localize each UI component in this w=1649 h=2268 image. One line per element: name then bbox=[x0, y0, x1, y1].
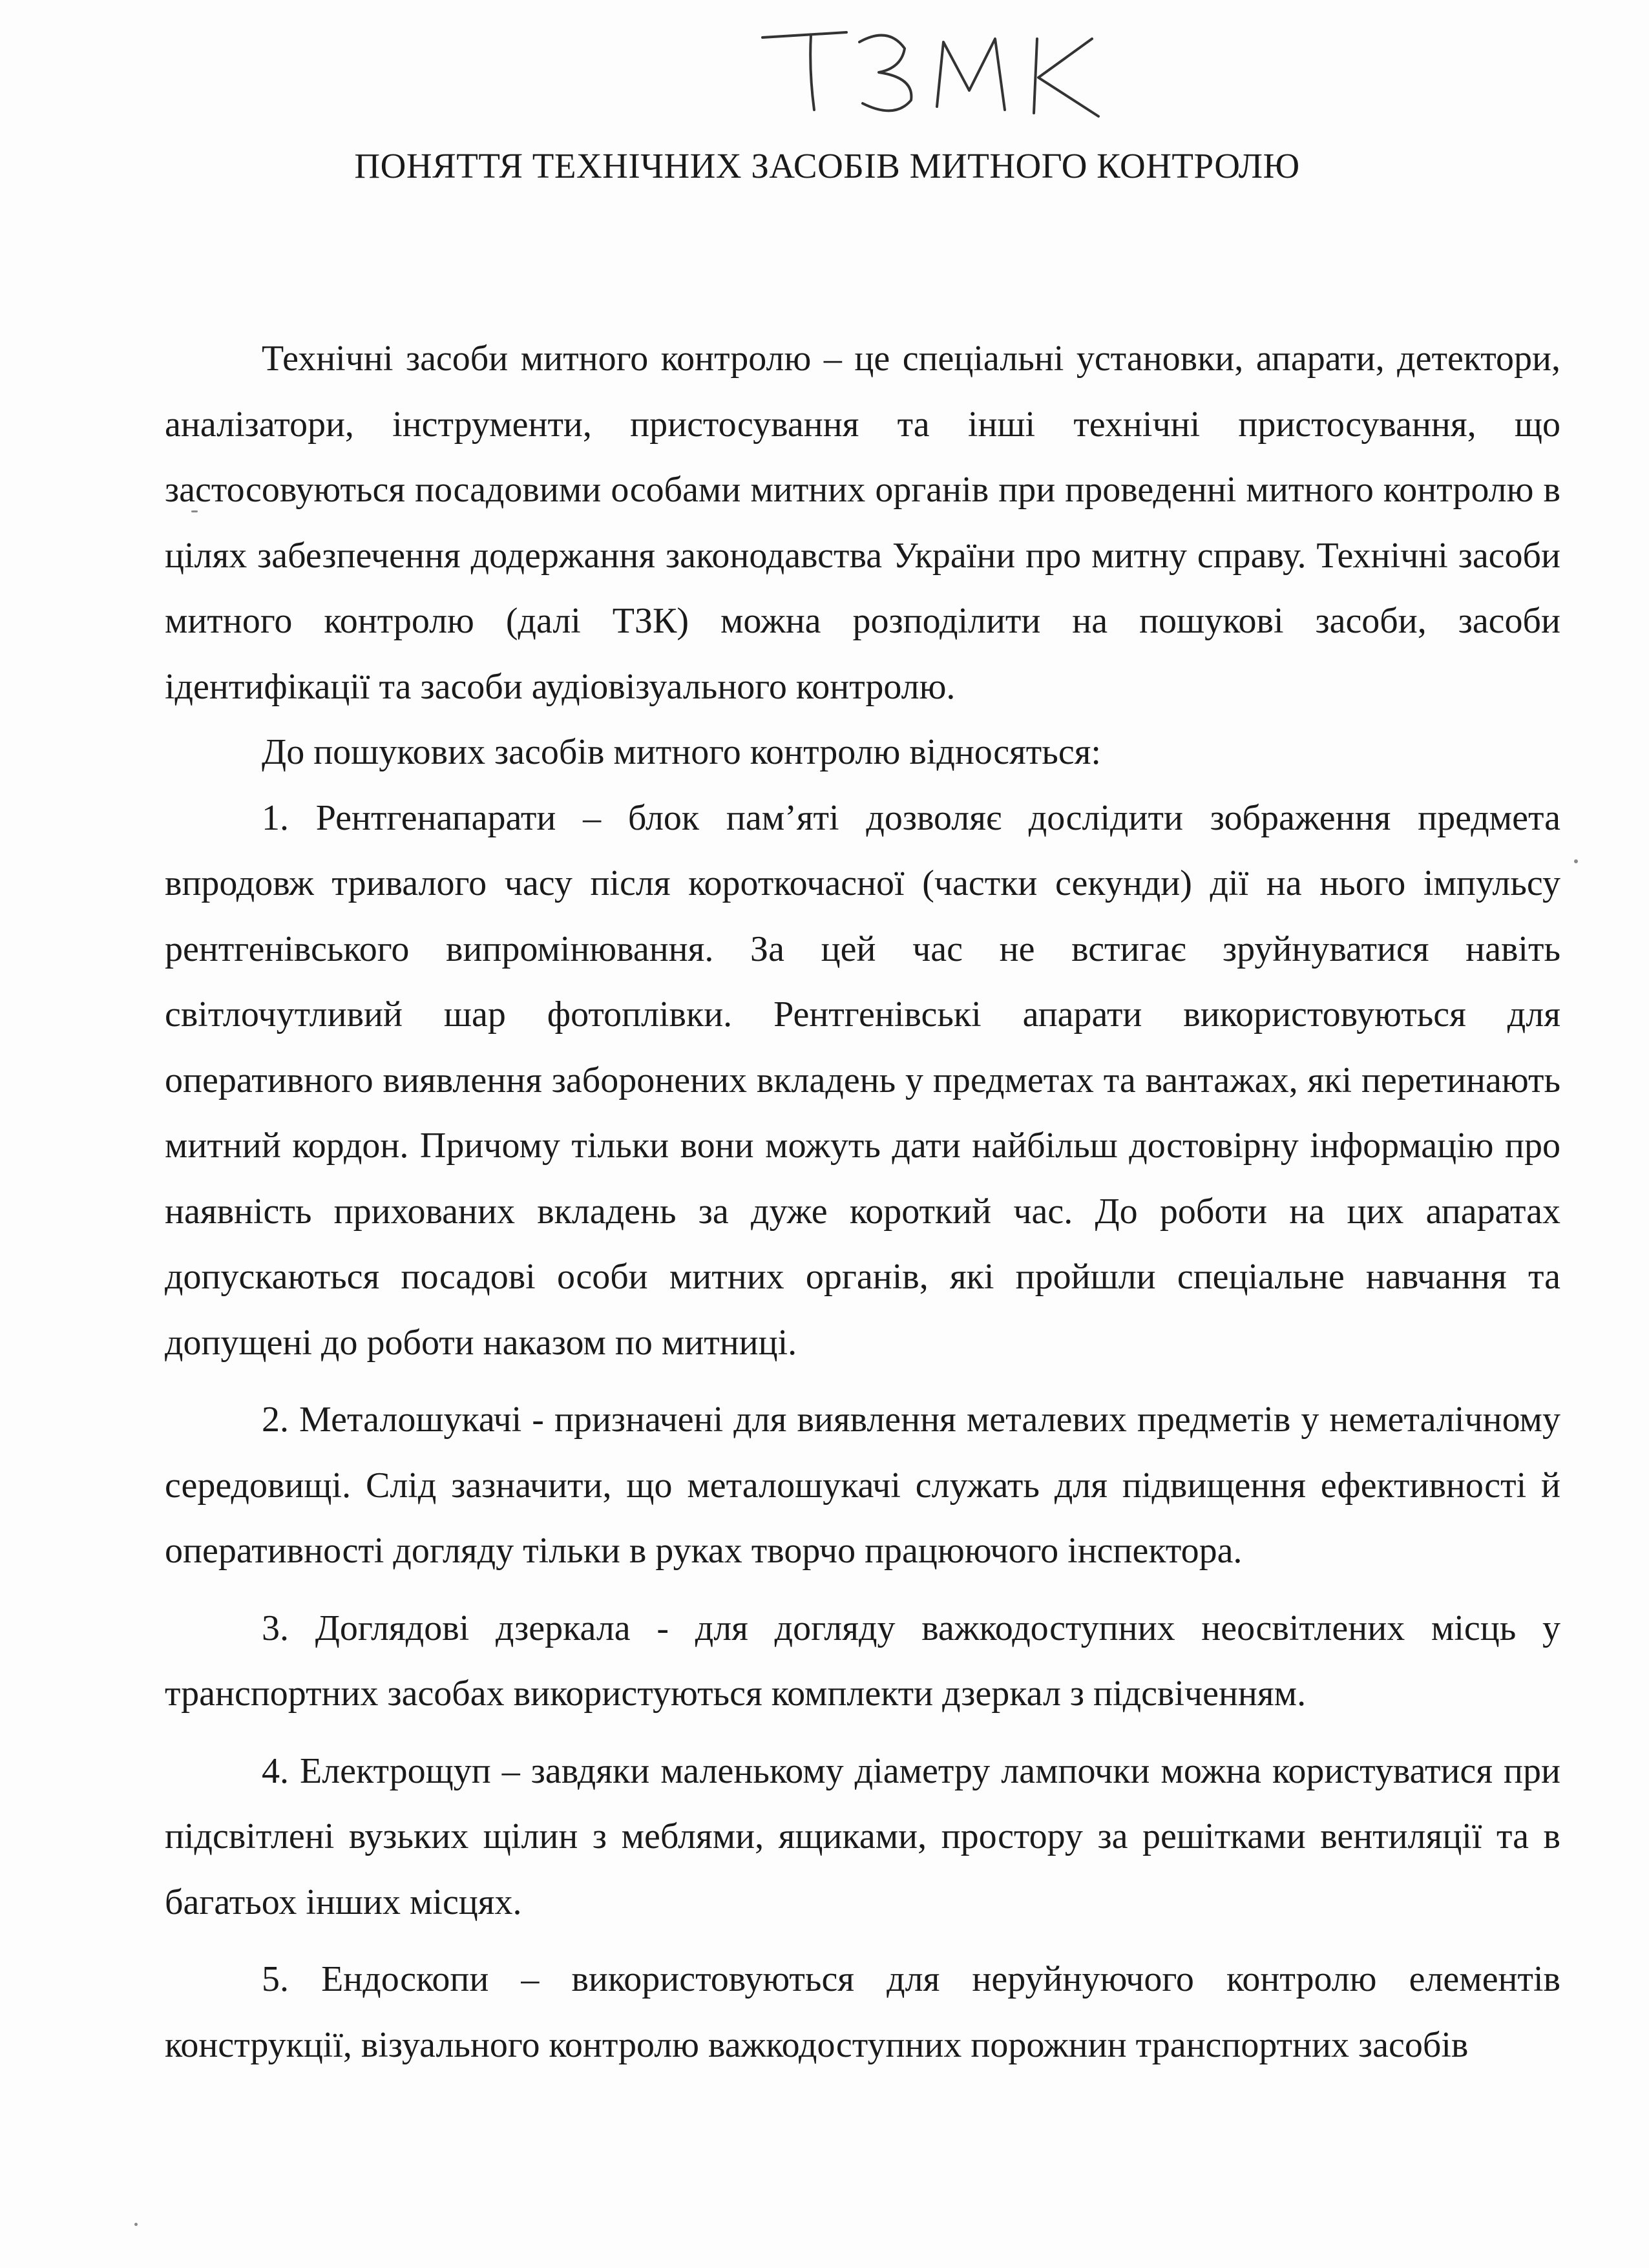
handwritten-label bbox=[750, 13, 1111, 123]
paragraph-definition: Технічні засоби митного контролю – це спеціальні установки, апарати, детектори, аналізатори, інструменти, пристосування та інші технічні пристосування, що застосовуються посадовими особами митних органів при проведенні митного контролю в цілях забезпечення додержання законодавства України про митну справу. Технічні засоби митного контролю (далі ТЗК) можна розподілити на пошукові засоби, засоби ідентифікації та засоби аудіовізуального контролю. bbox=[165, 339, 1560, 707]
scan-speck bbox=[134, 2223, 138, 2226]
paragraph-search-intro: До пошукових засобів митного контролю відносяться: bbox=[262, 732, 1101, 772]
document-body bbox=[165, 326, 1560, 2078]
paragraph-endoscopes: 5. Ендоскопи – використовуються для неруйнуючого контролю елементів конструкції, візуального контролю важкодоступних порожнин транспортних засобів bbox=[165, 1959, 1560, 2065]
document-title: ПОНЯТТЯ ТЕХНІЧНИХ ЗАСОБІВ МИТНОГО КОНТРОЛЮ bbox=[354, 146, 1300, 185]
scan-speck bbox=[191, 510, 198, 512]
scan-speck bbox=[1574, 859, 1578, 863]
paragraph-electroprobe: 4. Електрощуп – завдяки маленькому діаметру лампочки можна користуватися при підсвітлені вузьких щілин з меблями, ящиками, простору за решітками вентиляції та в багатьох інших місцях. bbox=[165, 1750, 1560, 1922]
paragraph-inspection-mirrors: 3. Доглядові дзеркала - для догляду важкодоступних неосвітлених місць у транспортних засобах використуються комплекти дзеркал з підсвіченням. bbox=[165, 1608, 1560, 1714]
paragraph-metal-detectors: 2. Металошукачі - призначені для виявлення металевих предметів у неметалічному середовищі. Слід зазначити, що металошукачі служать для підвищення ефективності й оперативності догляду тільки в руках творчо працюючого інспектора. bbox=[165, 1400, 1560, 1571]
paragraph-xray: 1. Рентгенапарати – блок пам’яті дозволяє дослідити зображення предмета впродовж тривалого часу після короткочасної (частки секунди) дії на нього імпульсу рентгенівського випромінювання. За цей час не встигає зруйнуватися навіть світлочутливий шар фотоплівки. Рентгенівські апарати використовуються для оперативного виявлення заборонених вкладень у предметах та вантажах, які перетинають митний кордон. Причому тільки вони можуть дати найбільш достовірну інформацію про наявність прихованих вкладень за дуже короткий час. До роботи на цих апаратах допускаються посадові особи митних органів, які пройшли спеціальне навчання та допущені до роботи наказом по митниці. bbox=[165, 797, 1560, 1363]
